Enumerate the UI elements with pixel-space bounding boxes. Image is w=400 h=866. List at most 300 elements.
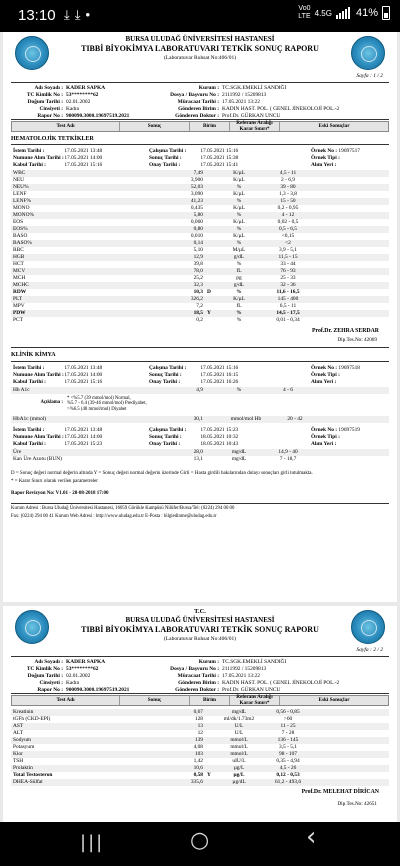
- test-name: HGB: [13, 254, 25, 261]
- test-reference: 3,5 - 5,1: [279, 744, 297, 751]
- test-unit: mg/dL: [231, 456, 247, 463]
- sex-label: Cinsiyeti :: [39, 680, 63, 686]
- signal-icon: [336, 7, 350, 19]
- numune-label: Numune Alım Tarihi :: [13, 371, 64, 378]
- lte-label: LTE: [298, 13, 311, 20]
- test-unit: K/µL: [233, 219, 245, 226]
- test-reference: 33 - 44: [280, 261, 296, 268]
- clock: 13:10: [18, 7, 56, 24]
- download-icon: ⤓: [74, 7, 86, 22]
- test-name: NEU%: [13, 184, 29, 191]
- onay-label: Onay Tarihi :: [149, 162, 181, 169]
- test-reference: 61,2 - 493,6: [274, 779, 302, 786]
- doktor-label: Gönderen Doktor :: [175, 113, 219, 119]
- test-unit: ml/dk/1.73m2: [223, 716, 255, 723]
- istem-date: 17.05.2021 13:48: [64, 148, 103, 155]
- col-birim: Birim: [190, 122, 230, 131]
- test-reference: 0,56 - 0,85: [276, 709, 300, 716]
- table-row: [11, 730, 389, 737]
- test-name: Klor: [13, 751, 23, 758]
- test-unit: mmol/L: [230, 751, 248, 758]
- report-title: TIBBİ BİYOKİMYA LABORATUVARI TETKİK SONUÇ RAPORU: [81, 625, 319, 635]
- onay-label: Onay Tarihi :: [149, 378, 181, 385]
- kabul-date: 17.05.2021 15:16: [64, 162, 103, 169]
- calisma-date: 17.05.2021 15:16: [200, 148, 239, 155]
- test-value: 139: [194, 737, 203, 744]
- dosya-value: 2111992: [222, 666, 241, 672]
- test-reference: 11,5 - 15: [278, 254, 298, 261]
- test-reference: 11,6 - 16,5: [276, 289, 300, 296]
- test-reference: 39 - 80: [280, 184, 296, 191]
- test-name: ALT: [13, 730, 23, 737]
- muracaat-label: Müracaat Tarihi :: [177, 99, 219, 105]
- hematology-table: [3, 170, 397, 324]
- gonderen-label: Gönderen Birim :: [178, 680, 219, 686]
- kurum-label: Kurum :: [198, 659, 219, 665]
- test-flag: Y: [207, 310, 211, 317]
- revision-text: Rapor Revizyon No: V1.01 - 28-08-2018 17:00: [11, 490, 109, 496]
- laboratory-seal: [351, 36, 385, 70]
- sex-label: Cinsiyeti :: [39, 106, 63, 112]
- test-value: 30,1: [193, 416, 203, 423]
- patient-sex: Kadın: [66, 680, 80, 686]
- col-referans: [230, 696, 280, 705]
- test-reference: 4,5 - 11: [279, 170, 297, 177]
- calisma-label: Çalışma Tarihi :: [149, 364, 187, 371]
- table-row: [11, 240, 389, 247]
- test-unit: mg/dL: [231, 709, 247, 716]
- basvuru-value: / 15209813: [241, 92, 267, 98]
- test-name: BASO: [13, 233, 28, 240]
- test-name: MCV: [13, 268, 26, 275]
- test-unit: %: [236, 310, 242, 317]
- table-row: [11, 296, 389, 303]
- test-unit: %: [236, 261, 242, 268]
- table-row: [11, 289, 389, 296]
- test-name: Üre: [13, 449, 22, 456]
- legend-text-2: * = Karar Sınırı olarak verilen parametreler: [11, 478, 98, 484]
- test-value: 3,900: [190, 177, 203, 184]
- table-row: [11, 303, 389, 310]
- dosya-value: 2111992: [222, 92, 241, 98]
- table-row: [11, 226, 389, 233]
- signer-name: Prof.Dr. MELEHAT DİRİCAN: [301, 789, 379, 795]
- divider: [11, 347, 389, 348]
- test-name: MONO: [13, 205, 30, 212]
- istem-label: İstem Tarihi :: [13, 364, 45, 371]
- muracaat-value: 17.05.2021 13:22: [222, 99, 260, 105]
- test-name: Sodyum: [13, 737, 31, 744]
- istem-date: 17.05.2021 13:48: [64, 364, 103, 371]
- table-row: [11, 744, 389, 751]
- footer-address: Kurum Adresi : Bursa Uludağ Üniversitesi Hastanesi, 16059 Görükle Kampüsü Nilüfer/Bursa/Tel: (0224) 294 00 00: [11, 505, 235, 511]
- kabul-label: Kabul Tarihi :: [13, 378, 46, 385]
- test-reference: 2 - 6,9: [281, 177, 295, 184]
- calisma-label: Çalışma Tarihi :: [149, 148, 187, 155]
- ornek-tipi-label: Örnek Tipi :: [311, 371, 340, 378]
- test-unit: %: [236, 184, 242, 191]
- doktor-value: Prof.Dr. GÜRKAN UNCU: [222, 113, 281, 119]
- battery-percent: 41%: [355, 7, 378, 19]
- test-unit: µg/L: [233, 765, 245, 772]
- muracaat-label: Müracaat Tarihi :: [177, 673, 219, 679]
- legend-text: D = Sonuç değeri normal değerin altında Y = Sonuç değeri normal değerin üzerinde Girli = Hasta girdili bakılarından dolayı sonuçları girli tutulmakta.: [11, 470, 313, 476]
- col-sonuc: Sonuç: [120, 122, 190, 131]
- test-name: BASO%: [13, 240, 32, 247]
- document-viewer[interactable]: [0, 32, 400, 822]
- alim-yeri-label: Alım Yeri :: [311, 440, 337, 447]
- table-row: [11, 233, 389, 240]
- test-name: Total Testosteron: [13, 772, 53, 779]
- doktor-label: Gönderen Doktor :: [175, 687, 219, 693]
- test-name: LENF: [13, 191, 27, 198]
- onay-date: 18.05.2021 10:43: [200, 440, 239, 447]
- test-reference: 7 - 28: [281, 730, 295, 737]
- test-unit: mmol/L: [230, 737, 248, 744]
- calisma-date: 17.05.2021 15:23: [200, 426, 239, 433]
- test-flag: D: [207, 289, 211, 296]
- table-row: [11, 261, 389, 268]
- table-row: [11, 254, 389, 261]
- test-reference: 11 - 25: [280, 723, 296, 730]
- kurum-label: Kurum :: [198, 85, 219, 91]
- table-row: [11, 751, 389, 758]
- test-name: AST: [13, 723, 24, 730]
- test-value: 12,9: [193, 254, 203, 261]
- home-button[interactable]: ○: [190, 828, 210, 853]
- test-value: 0,435: [190, 205, 203, 212]
- signer-name: Prof.Dr. ZEHRA SERDAR: [312, 328, 379, 335]
- ornek-no-label: Örnek No :: [311, 364, 338, 371]
- test-reference: 0,5 - 6,5: [279, 226, 297, 233]
- test-value: 128: [194, 716, 203, 723]
- test-reference: 145 - 400: [277, 296, 299, 303]
- test-name: Potasyum: [13, 744, 35, 751]
- col-eski: Eski Sonuçlar: [318, 122, 350, 129]
- test-unit: K/µL: [233, 177, 245, 184]
- test-reference: 32 - 36: [280, 282, 296, 289]
- gonderen-label: Gönderen Birim :: [178, 106, 219, 112]
- patient-name: KADER SAPKA: [66, 85, 106, 91]
- table-row: [11, 709, 389, 716]
- report-page-1: [3, 32, 397, 602]
- test-name: TSH: [13, 758, 24, 765]
- test-value: 0,2: [196, 317, 203, 324]
- recents-button[interactable]: |||: [80, 832, 105, 853]
- test-value: 13,1: [193, 456, 203, 463]
- test-unit: %: [236, 212, 242, 219]
- test-name: MPV: [13, 303, 25, 310]
- test-value: 4,08: [193, 744, 203, 751]
- patient-info: [11, 82, 389, 120]
- section-clinical-chemistry: KLİNİK KİMYA: [11, 352, 389, 361]
- section-hematology: HEMATOLOJİK TETKİKLER: [11, 136, 389, 145]
- test-unit: fL: [236, 303, 242, 310]
- test-value: 7,2: [196, 303, 203, 310]
- test-value: 335,6: [190, 779, 203, 786]
- table-row: [11, 416, 389, 423]
- table-row: [11, 765, 389, 772]
- column-header: [11, 695, 389, 706]
- test-value: 18,5: [193, 310, 203, 317]
- test-value: 41,23: [190, 198, 203, 205]
- col-referans: [230, 122, 280, 131]
- ornek-no: 19697517: [338, 148, 360, 155]
- patient-name: KADER SAPKA: [66, 659, 106, 665]
- test-name: PCT: [13, 317, 23, 324]
- test-reference: 4 - 12: [281, 212, 295, 219]
- numune-date: 17.05.2021 14:00: [64, 155, 103, 162]
- test-reference: 6,5 - 11: [279, 303, 297, 310]
- test-unit: U/L: [234, 723, 244, 730]
- ornek-tipi-label: Örnek Tipi :: [311, 155, 340, 162]
- test-name: RDW: [13, 289, 27, 296]
- col-test: Test Adı: [12, 696, 120, 705]
- alim-yeri-label: Alım Yeri :: [311, 162, 337, 169]
- table-row: [11, 247, 389, 254]
- diploma-number: Dip.Tes.No: 42069: [337, 337, 377, 344]
- system-icons: [298, 5, 390, 21]
- test-value: 0,80: [193, 226, 203, 233]
- table-row: [11, 184, 389, 191]
- page-number: Sayfa : 1 / 2: [356, 73, 383, 80]
- battery-icon: [382, 6, 390, 20]
- test-unit: %: [236, 289, 242, 296]
- sonuc-date: 17.05.2021 16:15: [200, 371, 239, 378]
- test-reference: 20 - 42: [287, 416, 303, 423]
- test-name: LENF%: [13, 198, 31, 205]
- test-reference: 1,3 - 3,8: [279, 191, 297, 198]
- test-reference: 14,5 - 17,5: [276, 310, 300, 317]
- patient-tc: 53********62: [66, 92, 99, 98]
- dot-icon: •: [85, 7, 96, 22]
- test-reference: 4 - 6: [283, 386, 293, 393]
- explanation-line: %5.7 - 6.4 (39-46 mmol/mol) Prediyabet,: [67, 401, 147, 407]
- test-value: 13: [197, 723, 203, 730]
- calisma-label: Çalışma Tarihi :: [149, 426, 187, 433]
- sonuc-date: 18.05.2021 10:32: [200, 433, 239, 440]
- test-name: tGFh (CKD-EPI): [13, 716, 51, 723]
- test-name: HCT: [13, 261, 24, 268]
- sonuc-label: Sonuç Tarihi :: [149, 371, 182, 378]
- test-value: 5,10: [193, 247, 203, 254]
- test-unit: U/L: [234, 730, 244, 737]
- status-bar: [0, 0, 400, 32]
- test-unit: K/µL: [233, 296, 245, 303]
- test-reference: 14,9 - 40: [278, 449, 298, 456]
- test-unit: %: [236, 317, 242, 324]
- numune-date: 17.05.2021 14:00: [64, 433, 103, 440]
- test-unit: µg/L: [233, 772, 245, 779]
- test-unit: K/µL: [233, 191, 245, 198]
- doktor-value: Prof.Dr. GÜRKAN UNCU: [222, 687, 281, 693]
- test-name: Prolaktin: [13, 765, 33, 772]
- dosya-label: Dosya / Başvuru No :: [170, 92, 219, 98]
- clinical-meta-1: [11, 365, 389, 387]
- report-title: TIBBİ BİYOKİMYA LABORATUVARI TETKİK SONUÇ RAPORU: [81, 44, 319, 54]
- volte-label: Vo0: [298, 5, 311, 12]
- dob-label: Doğum Tarihi :: [27, 99, 63, 105]
- table-row: [11, 387, 389, 394]
- test-name: EOS: [13, 219, 24, 226]
- test-value: 39,8: [193, 261, 203, 268]
- test-name: PLT: [13, 296, 23, 303]
- test-reference: 0,12 - 0,53: [276, 772, 300, 779]
- istem-label: İstem Tarihi :: [13, 148, 45, 155]
- table-row: [11, 177, 389, 184]
- table-row: [11, 723, 389, 730]
- table-row: [11, 282, 389, 289]
- laboratory-seal: [351, 610, 385, 644]
- test-name: PDW: [13, 310, 26, 317]
- test-name: MCH: [13, 275, 26, 282]
- test-reference: 0,02 - 0,5: [277, 219, 299, 226]
- col-test: Test Adı: [12, 122, 120, 131]
- test-reference: >60: [283, 716, 293, 723]
- table-row: [11, 716, 389, 723]
- istem-label: İstem Tarihi :: [13, 426, 45, 433]
- test-value: 0,060: [190, 219, 203, 226]
- notification-icons: [64, 7, 95, 23]
- numune-date: 17.05.2021 14:00: [64, 371, 103, 378]
- ref-line2: Karar Sınırı*: [239, 699, 270, 706]
- test-value: 7,49: [193, 170, 203, 177]
- numune-label: Numune Alım Tarihi :: [13, 155, 64, 162]
- ornek-tipi-label: Örnek Tipi :: [311, 433, 340, 440]
- test-unit: uIU/L: [232, 758, 246, 765]
- alim-yeri-label: Alım Yeri :: [311, 378, 337, 385]
- page-number: Sayfa : 2 / 2: [356, 647, 383, 654]
- onay-date: 17.05.2021 15:41: [200, 162, 239, 169]
- table-row: [11, 779, 389, 786]
- ref-line1: Referans Aralığı: [236, 694, 273, 701]
- license-number: (Laboratuvar Ruhsat No:406/01): [163, 635, 237, 642]
- test-name: EOS%: [13, 226, 28, 233]
- university-logo: [15, 36, 49, 70]
- table-row: [11, 772, 389, 779]
- explanation-line: * <%5.7 (39 mmol/mol) Normal,: [67, 395, 131, 401]
- test-unit: %: [236, 386, 242, 393]
- test-name: MCHC: [13, 282, 29, 289]
- kabul-date: 17.05.2021 15:23: [64, 440, 103, 447]
- col-sonuc: Sonuç: [120, 696, 190, 705]
- test-reference: 25 - 33: [280, 275, 296, 282]
- test-unit: %: [236, 226, 242, 233]
- test-value: 10,3: [193, 289, 203, 296]
- sonuc-date: 17.05.2021 15:38: [200, 155, 239, 162]
- test-unit: %: [236, 198, 242, 205]
- kurum-value: TC.SGK.EMEKLİ SANDIĞI: [222, 659, 287, 665]
- test-reference: 3,9 - 5,1: [279, 247, 297, 254]
- gonderen-value: KADIN HAST. POL. ( GENEL JİNEKOLOJİ POL.-2: [222, 106, 340, 112]
- dosya-label: Dosya / Başvuru No :: [170, 666, 219, 672]
- test-reference: 15 - 50: [280, 198, 296, 205]
- test-value: 12: [197, 730, 203, 737]
- patient-dob: 02.01.2002: [66, 673, 91, 679]
- test-unit: fL: [236, 268, 242, 275]
- test-unit: g/dL: [233, 254, 245, 261]
- test-unit: µg/dL: [232, 779, 246, 786]
- table-row: [11, 268, 389, 275]
- sonuc-label: Sonuç Tarihi :: [149, 433, 182, 440]
- diploma-number: Dip.Tes.No: 42651: [337, 800, 377, 807]
- muracaat-value: 17.05.2021 13:22: [222, 673, 260, 679]
- column-header: [11, 121, 389, 132]
- table-row: [11, 456, 389, 463]
- test-unit: K/µL: [233, 233, 245, 240]
- table-row: [11, 219, 389, 226]
- report-no-label: Rapor No :: [37, 113, 63, 119]
- test-name: Hb A1c: [13, 386, 30, 393]
- onay-date: 17.05.2021 16:26: [200, 378, 239, 385]
- table-row: [11, 212, 389, 219]
- istem-date: 17.05.2021 13:48: [64, 426, 103, 433]
- footer-contact: Fax: (0224) 294 00 41 Kurum Web Adresi : http://www.uludag.edu.tr E-Posta : bilgiedinme@uludag.edu.tr: [11, 513, 217, 519]
- table-row: [11, 198, 389, 205]
- kabul-label: Kabul Tarihi :: [13, 440, 46, 447]
- test-reference: 76 - 93: [280, 268, 296, 275]
- name-label: Adı Soyadı :: [34, 659, 63, 665]
- ornek-no-label: Örnek No :: [311, 426, 338, 433]
- test-value: 1,42: [193, 758, 203, 765]
- report-no: 900090.3000.19697519.2021: [66, 113, 130, 119]
- test-value: 0,58: [193, 772, 203, 779]
- test-value: 32,3: [193, 282, 203, 289]
- test-value: 78,0: [193, 268, 203, 275]
- back-button[interactable]: ‹: [306, 822, 317, 852]
- table-row: [11, 449, 389, 456]
- patient-sex: Kadın: [66, 106, 80, 112]
- gonderen-value: KADIN HAST. POL. ( GENEL JİNEKOLOJİ POL.-2: [222, 680, 340, 686]
- download-icon: ⤓: [64, 7, 75, 22]
- test-name: DHEA-Sülfat: [13, 779, 43, 786]
- test-name: Kan Üre Azotu (BUN): [13, 456, 62, 463]
- test-value: 3,090: [190, 191, 203, 198]
- table-row: [11, 737, 389, 744]
- ornek-no: 19697518: [338, 364, 360, 371]
- university-logo: [15, 610, 49, 644]
- explanation-label: Açıklama :: [40, 399, 63, 405]
- test-reference: 136 - 145: [277, 737, 299, 744]
- test-value: 5,80: [193, 212, 203, 219]
- explanation-line: >%6.5 (48 mmol/mol) Diyabet: [67, 407, 127, 413]
- patient-dob: 02.01.2002: [66, 99, 91, 105]
- ref-line1: Referans Aralığı: [236, 120, 273, 127]
- tc-label: TC Kimlik No :: [26, 92, 63, 98]
- test-reference: <0,15: [281, 233, 295, 240]
- license-number: (Laboratuvar Ruhsat No:406/01): [163, 54, 237, 61]
- test-reference: 7 - 18,7: [279, 456, 297, 463]
- chemistry-table: [3, 709, 397, 786]
- ornek-no: 19697519: [338, 426, 360, 433]
- kurum-value: TC.SGK.EMEKLİ SANDIĞI: [222, 85, 287, 91]
- table-row: [11, 758, 389, 765]
- test-reference: 0,2 - 0,95: [277, 205, 299, 212]
- divider: [11, 503, 389, 504]
- report-header: [3, 606, 397, 654]
- test-value: 25,2: [193, 275, 203, 282]
- network-label: [298, 5, 310, 21]
- onay-label: Onay Tarihi :: [149, 440, 181, 447]
- numune-label: Numune Alım Tarihi :: [13, 433, 64, 440]
- calisma-date: 17.05.2021 15:16: [200, 364, 239, 371]
- test-name: NEU: [13, 177, 25, 184]
- test-value: 10,6: [193, 765, 203, 772]
- test-name: RBC: [13, 247, 24, 254]
- university-name: BURSA ULUDAĞ ÜNİVERSİTESİ HASTANESİ: [125, 35, 275, 43]
- test-reference: 4,5 - 26: [279, 765, 297, 772]
- dob-label: Doğum Tarihi :: [27, 673, 63, 679]
